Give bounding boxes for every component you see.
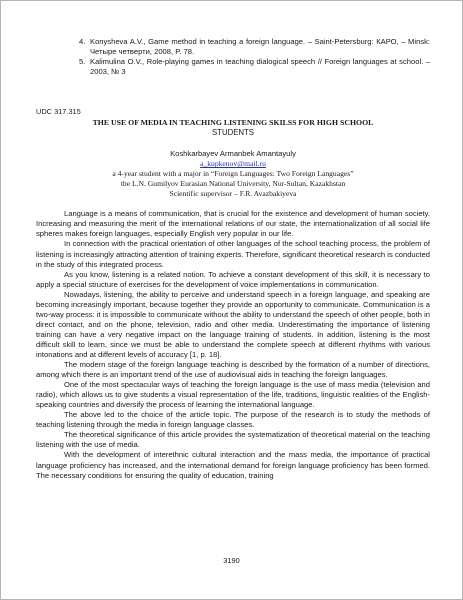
body-paragraph: The modern stage of the foreign language teaching is described by the formation of a number of directions, among which there is an important trend of the use of audiovisual aids in teaching the foreign languages. [36, 360, 430, 380]
body-paragraph: With the development of interethnic cultural interaction and the mass media, the importance of practical language proficiency has increased, and the international demand for foreign language proficiency has been formed. The necessary conditions for ensuring the quality of education, training [36, 450, 430, 480]
body-paragraph: One of the most spectacular ways of teaching the foreign language is the use of mass media (television and radio), which allows us to give students a visual representation of the life, traditions, linguistic realities of the English-speaking countries and diversify the process of learning the international language. [36, 380, 430, 410]
author-university: the L.N. Gumilyov Eurasian National University, Nur-Sultan, Kazakhstan [120, 179, 346, 189]
reference-text: Konysheva A.V., Game method in teaching a foreign language. – Saint-Petersburg: КАРО, – Minsk: Четыре четверти, 2008, P. 78. [90, 37, 430, 57]
body-paragraph: In connection with the practical orientation of other languages of the school teaching process, the problem of listening is increasingly attracting attention of training experts. Therefore, significant theoretical research is conducted in the study of this integrated process. [36, 239, 430, 269]
author-status: a 4-year student with a major in “Foreign Languages: Two Foreign Languages” [112, 169, 354, 179]
reference-item [36, 57, 430, 77]
udc-code: UDC 317.315 [36, 107, 81, 117]
reference-list [36, 37, 430, 77]
article-title: THE USE OF MEDIA IN TEACHING LISTENING SKILSS FOR HIGH SCHOOL [92, 118, 374, 128]
author-name: Koshkarbayev Armanbek Amantayuly [170, 149, 296, 159]
reference-number: 5. [79, 57, 86, 67]
article-body [36, 209, 430, 480]
page-number: 3190 [223, 556, 240, 565]
body-paragraph: As you know, listening is a related notion. To achieve a constant development of this skill, it is necessary to apply a special structure of exercises for the development of voice implementations in communication. [36, 269, 430, 289]
reference-item [36, 37, 430, 57]
scientific-supervisor: Scientific supervisor – F.R. Avazbakiyeva [169, 189, 297, 199]
reference-text: Kalimulina O.V., Role-playing games in teaching dialogical speech // Foreign languages at school. – 2003, № 3 [90, 57, 430, 77]
reference-number: 4. [79, 37, 86, 46]
body-paragraph: Language is a means of communication, that is crucial for the existence and development of human society. Increasing and measuring the merit of the international relations of our state, the internationalization of all social life spheres makes foreign languages, especially English very popular in our life. [36, 209, 430, 239]
article-title-continuation: STUDENTS [211, 127, 255, 137]
body-paragraph: The above led to the choice of the article topic. The purpose of the research is to study the methods of teaching listening through the media in foreign language classes. [36, 410, 430, 430]
page-content [36, 37, 430, 481]
body-paragraph: Nowadays, listening, the ability to perceive and understand speech in a foreign language, and speaking are becoming increasingly important, because together they provide an opportunity to communicate. Communication is a two-way process: it is impossible to communicate without the ability to understand the speech of other people, both in direct contact, and on the phone, television, radio and other media. Underestimating the importance of listening training can have a very negative impact on the language training of students. In addition, listening is the most difficult skill to learn, since we must be able to understand the complete speech at different rhythms with various intonations and at different levels of accuracy [1, p. 18]. [36, 289, 430, 359]
body-paragraph: The theoretical significance of this article provides the systematization of theoretical material on the teaching listening with the use of media. [36, 430, 430, 450]
author-email-link[interactable]: a_kupkenov@mail.ru [200, 159, 266, 169]
